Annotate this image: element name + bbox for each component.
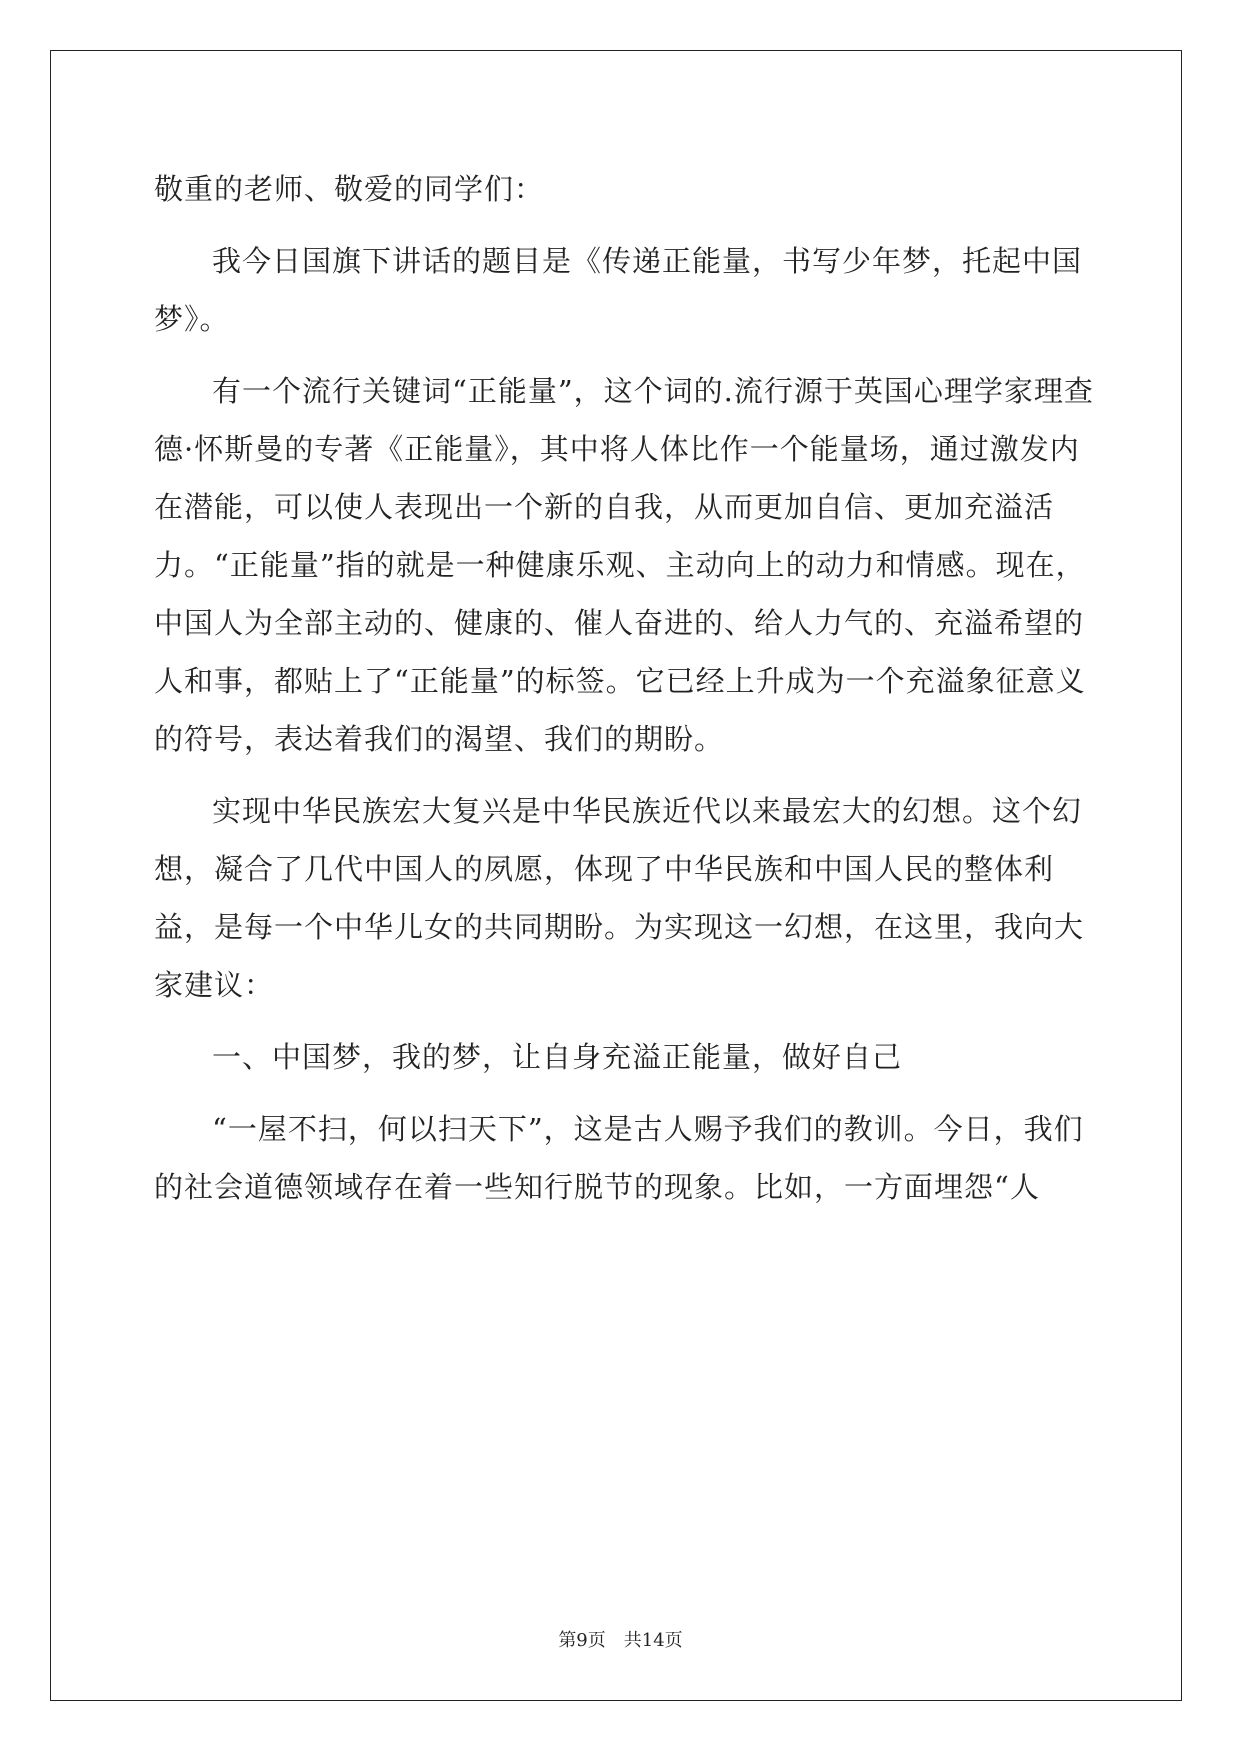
section-heading-one: 一、中国梦，我的梦，让自身充溢正能量，做好自己: [212, 1040, 903, 1074]
paragraph-speech-title: 我今日国旗下讲话的题目是《传递正能量，书写少年梦，托起中国梦》。: [154, 244, 1083, 336]
paragraph-proverb: “一屋不扫，何以扫天下”，这是古人赐予我们的教训。今日，我们的社会道德领域存在着一些知行脱节的现象。比如，一方面埋怨“人: [154, 1112, 1084, 1204]
page-number-footer: 第9页 共14页: [558, 1630, 683, 1651]
paragraph-chinese-dream: 实现中华民族宏大复兴是中华民族近代以来最宏大的幻想。这个幻想，凝合了几代中国人的夙愿，体现了中华民族和中国人民的整体利益，是每一个中华儿女的共同期盼。为实现这一幻想，在这里，我向大家建议：: [154, 794, 1085, 1002]
paragraph-positive-energy: 有一个流行关键词“正能量”，这个词的.流行源于英国心理学家理查德·怀斯曼的专著《正能量》，其中将人体比作一个能量场，通过激发内在潜能，可以使人表现出一个新的自我，从而更加自信、更加充溢活力。“正能量”指的就是一种健康乐观、主动向上的动力和情感。现在，中国人为全部主动的、健康的、催人奋进的、给人力气的、充溢希望的人和事，都贴上了“正能量”的标签。它已经上升成为一个充溢象征意义的符号，表达着我们的渴望、我们的期盼。: [154, 374, 1094, 756]
salutation: 敬重的老师、敬爱的同学们：: [154, 172, 545, 206]
document-body: [154, 160, 1094, 1230]
